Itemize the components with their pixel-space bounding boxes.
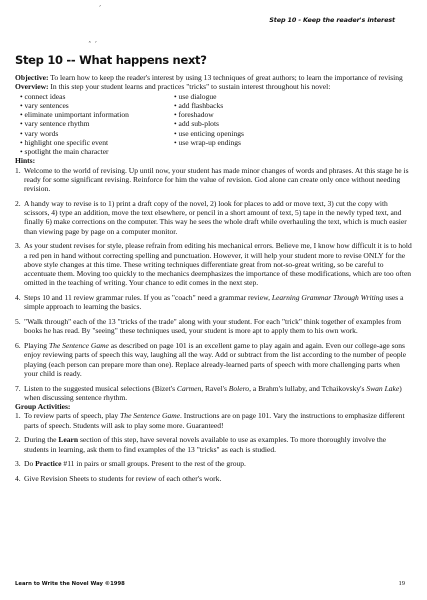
- hint-text: A handy way to revise is to 1) print a draft copy of the novel, 2) look for places to add or move text, 3) cut the copy with scissors, 4) type an addition, move the text elsewhere, or pencil in a short amount of text, 5) tape in the newly typed text, and finally 6) make corrections on the computer. This way he sees the whole draft while overhauling the text, which is much easier than viewing page by page on a computer monitor.: [24, 198, 407, 236]
- activity-item: [15, 459, 412, 468]
- overview-paragraph: [15, 82, 412, 91]
- hint-text: [24, 341, 412, 378]
- hint-text: [24, 384, 412, 403]
- activity-item: [15, 474, 412, 483]
- objective-paragraph: [15, 73, 412, 82]
- list-item: • eliminate unimportant information: [20, 110, 174, 119]
- hint-text-part: Playing: [24, 341, 49, 350]
- activity-item: [15, 411, 412, 430]
- technique-list: [20, 92, 412, 157]
- activity-number: 4.: [15, 474, 21, 483]
- footer-copyright: Learn to Write the Novel Way ©1998: [15, 581, 125, 587]
- list-item: • add flashbacks: [174, 101, 244, 110]
- book-title: Learning Grammar Through Writing: [271, 293, 384, 302]
- page-number: 19: [398, 580, 405, 587]
- activity-text: [24, 411, 412, 430]
- hint-item: [15, 293, 412, 312]
- activity-text: [24, 459, 412, 468]
- activity-text-part: section of this step, have several novels available to use as examples. To more thoroughly involve the students in learning, ask them to find examples of the 13 "tricks" as each is studied.: [24, 435, 387, 454]
- hint-item: [15, 341, 412, 378]
- section-name: Practice: [35, 459, 62, 469]
- hint-number: 7.: [15, 383, 21, 393]
- hint-number: 3.: [15, 241, 21, 251]
- hint-number: 2.: [15, 198, 21, 208]
- group-activities-heading: Group Activities:: [15, 402, 71, 411]
- stray-mark: ´: [98, 5, 102, 13]
- list-item: • add sub-plots: [174, 119, 244, 128]
- overview-label: Overview:: [15, 82, 49, 92]
- activity-text: [24, 435, 412, 454]
- hints-heading: Hints:: [15, 156, 36, 166]
- objective-label: Objective:: [15, 73, 49, 82]
- activity-item: [15, 435, 412, 454]
- hint-item: [15, 199, 412, 236]
- list-item: • use enticing openings: [174, 129, 244, 138]
- list-item: • highlight one specific event: [20, 138, 174, 147]
- activity-text-part: Do: [24, 459, 36, 469]
- list-item: • connect ideas: [20, 92, 174, 101]
- activity-text-part: . Instructions are on page 101. Vary the instructions to emphasize different parts of speech. Students will ask to play some more. Guaranteed!: [24, 411, 405, 430]
- activity-number: 3.: [15, 459, 21, 469]
- music-title: Carmen: [176, 383, 202, 393]
- activity-text-part: To review parts of speech, play: [24, 411, 121, 421]
- game-title: The Sentence Game: [120, 411, 181, 421]
- hint-text-part: Steps 10 and 11 review grammar rules. If you as "coach" need a grammar review,: [24, 293, 272, 302]
- list-item: • spotlight the main character: [20, 147, 174, 156]
- activity-number: 2.: [15, 435, 21, 445]
- hint-text-part: as described on page 101 is an excellent game to play again and again. Even our college-age sons enjoy reviewing parts of speech this way, laughing all the way. Add or subtract from the list according to the number of people playing (each person can prepare more than one). Replace already-learned parts of speech with more challenging parts when your child is ready.: [24, 341, 407, 378]
- hint-item: [15, 384, 412, 403]
- overview-text: In this step your student learns and practices "tricks" to sustain interest throughout his novel:: [48, 82, 331, 92]
- hint-text-part: , Ravel's: [201, 383, 229, 393]
- hint-item: [15, 317, 412, 336]
- hint-text: Welcome to the world of revising. Up until now, your student has made minor changes of words and phrases. At this stage he is ready for some significant revising. Reinforce for him the value of revision. God alone can create only once without needing revision.: [24, 165, 409, 193]
- activity-text: Give Revision Sheets to students for review of each other's work.: [24, 474, 222, 483]
- list-item: • vary sentences: [20, 101, 174, 110]
- technique-list-right: [174, 92, 244, 157]
- list-item: • foreshadow: [174, 110, 244, 119]
- music-title: Swan Lake: [366, 383, 400, 393]
- content-body: [15, 73, 412, 483]
- hint-number: 6.: [15, 341, 21, 350]
- list-item: • vary sentence rhythm: [20, 119, 174, 128]
- hint-text-part: , a Brahm's lullaby, and Tchaikovsky's: [249, 383, 367, 393]
- page-title: Step 10 -- What happens next?: [15, 53, 207, 67]
- technique-list-left: [20, 92, 174, 157]
- hint-item: [15, 166, 412, 194]
- hint-text: [24, 293, 412, 312]
- hint-number: 5.: [15, 317, 21, 326]
- step-header: Step 10 - Keep the reader's interest: [269, 16, 395, 24]
- music-title: Bolero: [228, 383, 250, 393]
- activity-text-part: During the: [24, 435, 59, 445]
- list-item: • use dialogue: [174, 92, 244, 101]
- objective-text: To learn how to keep the reader's interest by using 13 techniques of great authors; to learn the importance of revising: [48, 73, 403, 82]
- list-item: • use wrap-up endings: [174, 138, 244, 147]
- hint-number: 4.: [15, 293, 21, 302]
- hint-text-part: uses a simple approach to learning the basics.: [24, 293, 404, 312]
- activity-number: 1.: [15, 411, 21, 421]
- section-name: Learn: [58, 435, 79, 445]
- hint-item: [15, 241, 412, 287]
- hint-text: As your student revises for style, please refrain from editing his mechanical errors. Believe me, I know how difficult it is to hold a red pen in hand without correcting spelling and punctuation. However, it will help your student more to revise ONLY for the above style changes at this time. These writing techniques differentiate great from not-so-great writing, so be careful to accentuate them. Moving too quickly to the mechanics deemphasizes the importance of these modifications, which are too often omitted in the teaching of writing. Your chance to edit comes in the next step.: [24, 241, 412, 288]
- hint-text-part: Listen to the suggested musical selections (Bizet's: [24, 383, 177, 393]
- stray-mark: ˆ ´: [88, 41, 98, 49]
- activity-text-part: #11 in pairs or small groups. Present to the rest of the group.: [61, 459, 246, 469]
- list-item: • vary words: [20, 129, 174, 138]
- hint-number: 1.: [15, 165, 21, 175]
- hint-text-part: ) when discussing sentence rhythm.: [24, 383, 402, 402]
- hint-text: "Walk through" each of the 13 "tricks of the trade" along with your student. For each "trick" think together of examples from books he has read. By "seeing" these techniques used, your student is more apt to apply them to his own work.: [24, 317, 402, 336]
- game-title: The Sentence Game: [48, 341, 109, 350]
